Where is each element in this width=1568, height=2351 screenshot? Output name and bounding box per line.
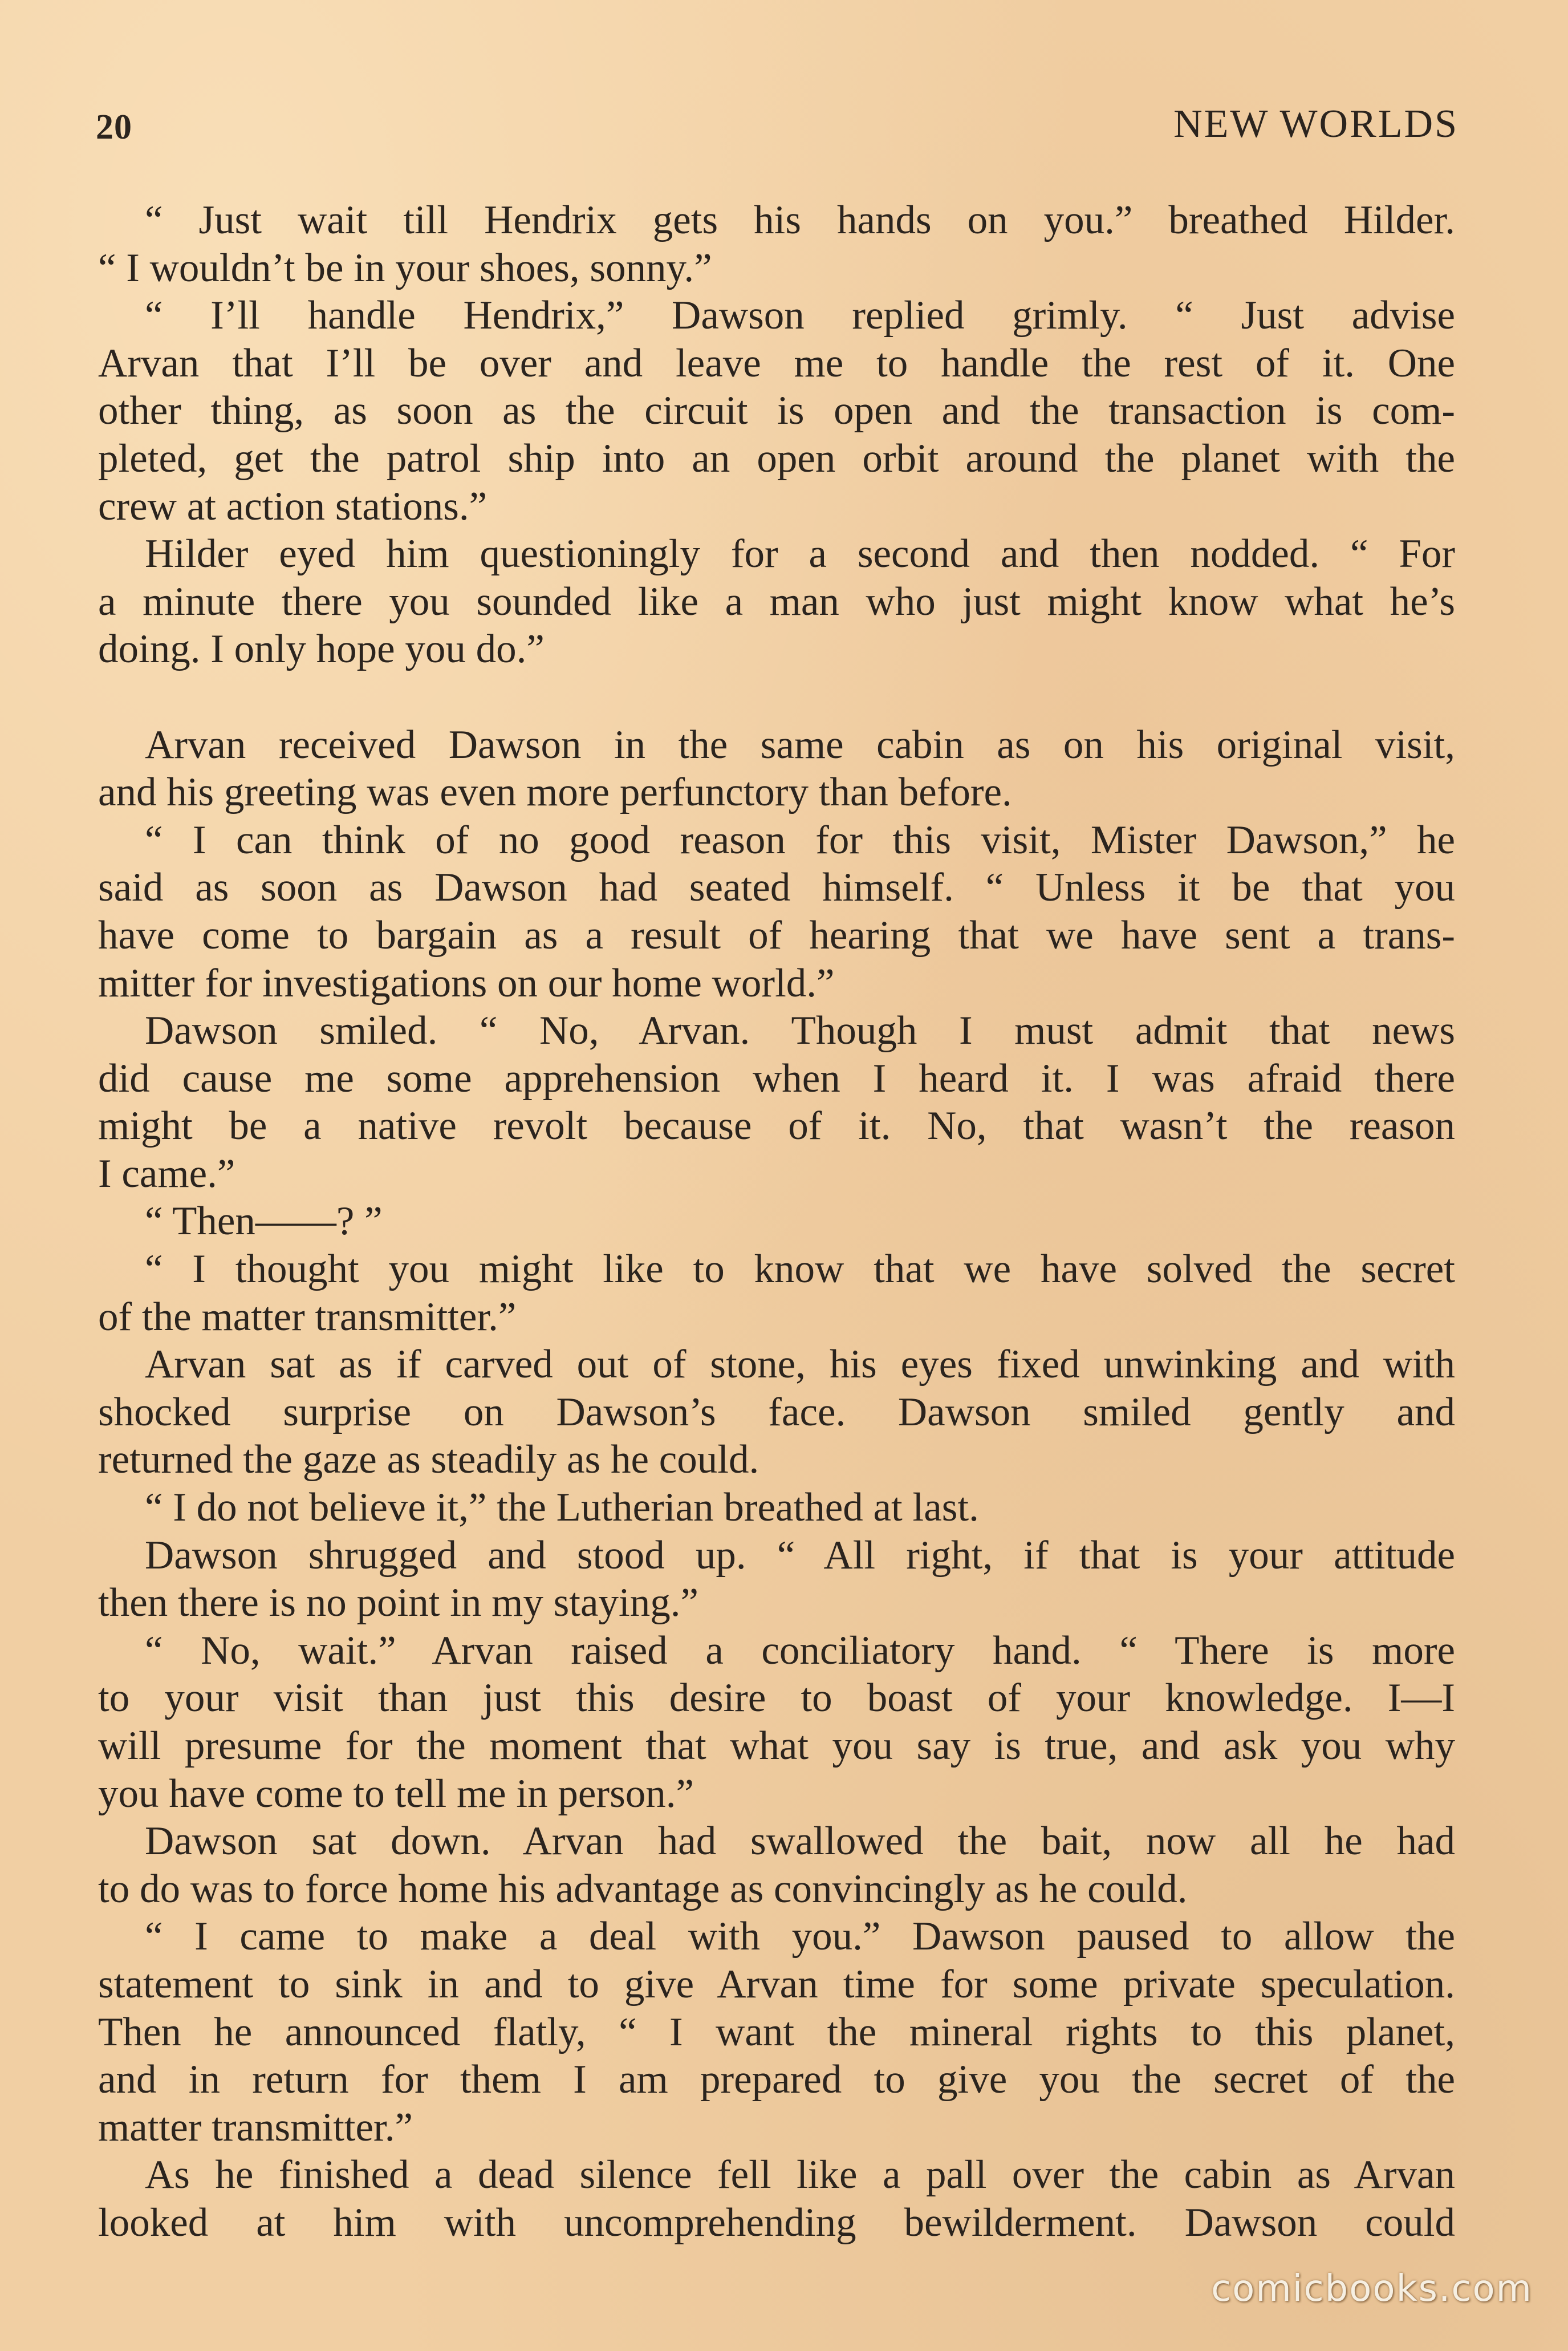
- section-break: [98, 674, 1455, 721]
- text-line: Dawson shrugged and stood up. “ All right, if that is your attitude: [145, 1533, 1455, 1578]
- text-line: might be a native revolt because of it. No, that wasn’t the reason: [98, 1104, 1455, 1149]
- text-line: said as soon as Dawson had seated himself. “ Unless it be that you: [98, 865, 1455, 910]
- story-text: [98, 197, 1455, 2247]
- text-line: you have come to tell me in person.”: [98, 1771, 694, 1816]
- text-line: and his greeting was even more perfunctory than before.: [98, 770, 1012, 815]
- text-line: “ No, wait.” Arvan raised a conciliatory hand. “ There is more: [145, 1628, 1455, 1673]
- text-line: Hilder eyed him questioningly for a second and then nodded. “ For: [145, 532, 1455, 577]
- text-line: looked at him with uncomprehending bewilderment. Dawson could: [98, 2200, 1455, 2245]
- text-line: “ I’ll handle Hendrix,” Dawson replied grimly. “ Just advise: [145, 293, 1455, 338]
- text-line: to your visit than just this desire to boast of your knowledge. I—I: [98, 1676, 1455, 1721]
- text-line: Arvan sat as if carved out of stone, his eyes fixed unwinking and with: [145, 1342, 1455, 1387]
- text-line: I came.”: [98, 1151, 235, 1196]
- text-line: shocked surprise on Dawson’s face. Dawson smiled gently and: [98, 1389, 1455, 1434]
- text-line: “ I can think of no good reason for this visit, Mister Dawson,” he: [145, 817, 1455, 862]
- text-line: have come to bargain as a result of hearing that we have sent a trans-: [98, 913, 1455, 958]
- text-line: a minute there you sounded like a man who just might know what he’s: [98, 579, 1455, 624]
- text-line: and in return for them I am prepared to give you the secret of the: [98, 2057, 1455, 2102]
- text-line: returned the gaze as steadily as he could.: [98, 1437, 759, 1482]
- text-line: did cause me some apprehension when I heard it. I was afraid there: [98, 1056, 1455, 1101]
- text-line: mitter for investigations on our home world.”: [98, 960, 835, 1006]
- text-line: to do was to force home his advantage as convincingly as he could.: [98, 1866, 1188, 1911]
- text-line: then there is no point in my staying.”: [98, 1580, 699, 1626]
- text-line: Then he announced flatly, “ I want the mineral rights to this planet,: [98, 2009, 1455, 2054]
- page-number: 20: [96, 108, 132, 147]
- text-line: doing. I only hope you do.”: [98, 627, 545, 672]
- text-line: “ Then——? ”: [145, 1199, 383, 1244]
- text-line: As he finished a dead silence fell like a pall over the cabin as Arvan: [145, 2153, 1455, 2198]
- text-line: “ I thought you might like to know that we have solved the secret: [145, 1247, 1455, 1292]
- text-line: Arvan that I’ll be over and leave me to handle the rest of it. One: [98, 341, 1455, 386]
- page-header: [96, 96, 1459, 159]
- text-line: of the matter transmitter.”: [98, 1294, 517, 1339]
- text-line: “ I wouldn’t be in your shoes, sonny.”: [98, 245, 712, 290]
- text-line: pleted, get the patrol ship into an open orbit around the planet with the: [98, 436, 1455, 481]
- text-line: other thing, as soon as the circuit is open and the transaction is com-: [98, 388, 1455, 433]
- watermark: comicbooks.com: [1210, 2268, 1533, 2310]
- text-line: statement to sink in and to give Arvan time for some private speculation.: [98, 1961, 1455, 2007]
- text-line: Dawson sat down. Arvan had swallowed the bait, now all he had: [145, 1819, 1455, 1864]
- text-line: “ Just wait till Hendrix gets his hands on you.” breathed Hilder.: [145, 198, 1455, 242]
- text-line: Arvan received Dawson in the same cabin as on his original visit,: [145, 722, 1455, 767]
- text-line: Dawson smiled. “ No, Arvan. Though I must admit that news: [145, 1008, 1455, 1053]
- text-line: “ I came to make a deal with you.” Dawson paused to allow the: [145, 1914, 1455, 1959]
- text-line: will presume for the moment that what you say is true, and ask you why: [98, 1724, 1455, 1768]
- text-line: matter transmitter.”: [98, 2105, 413, 2150]
- running-head: NEW WORLDS: [1173, 102, 1459, 146]
- text-line: “ I do not believe it,” the Lutherian breathed at last.: [145, 1485, 979, 1530]
- text-line: crew at action stations.”: [98, 484, 488, 529]
